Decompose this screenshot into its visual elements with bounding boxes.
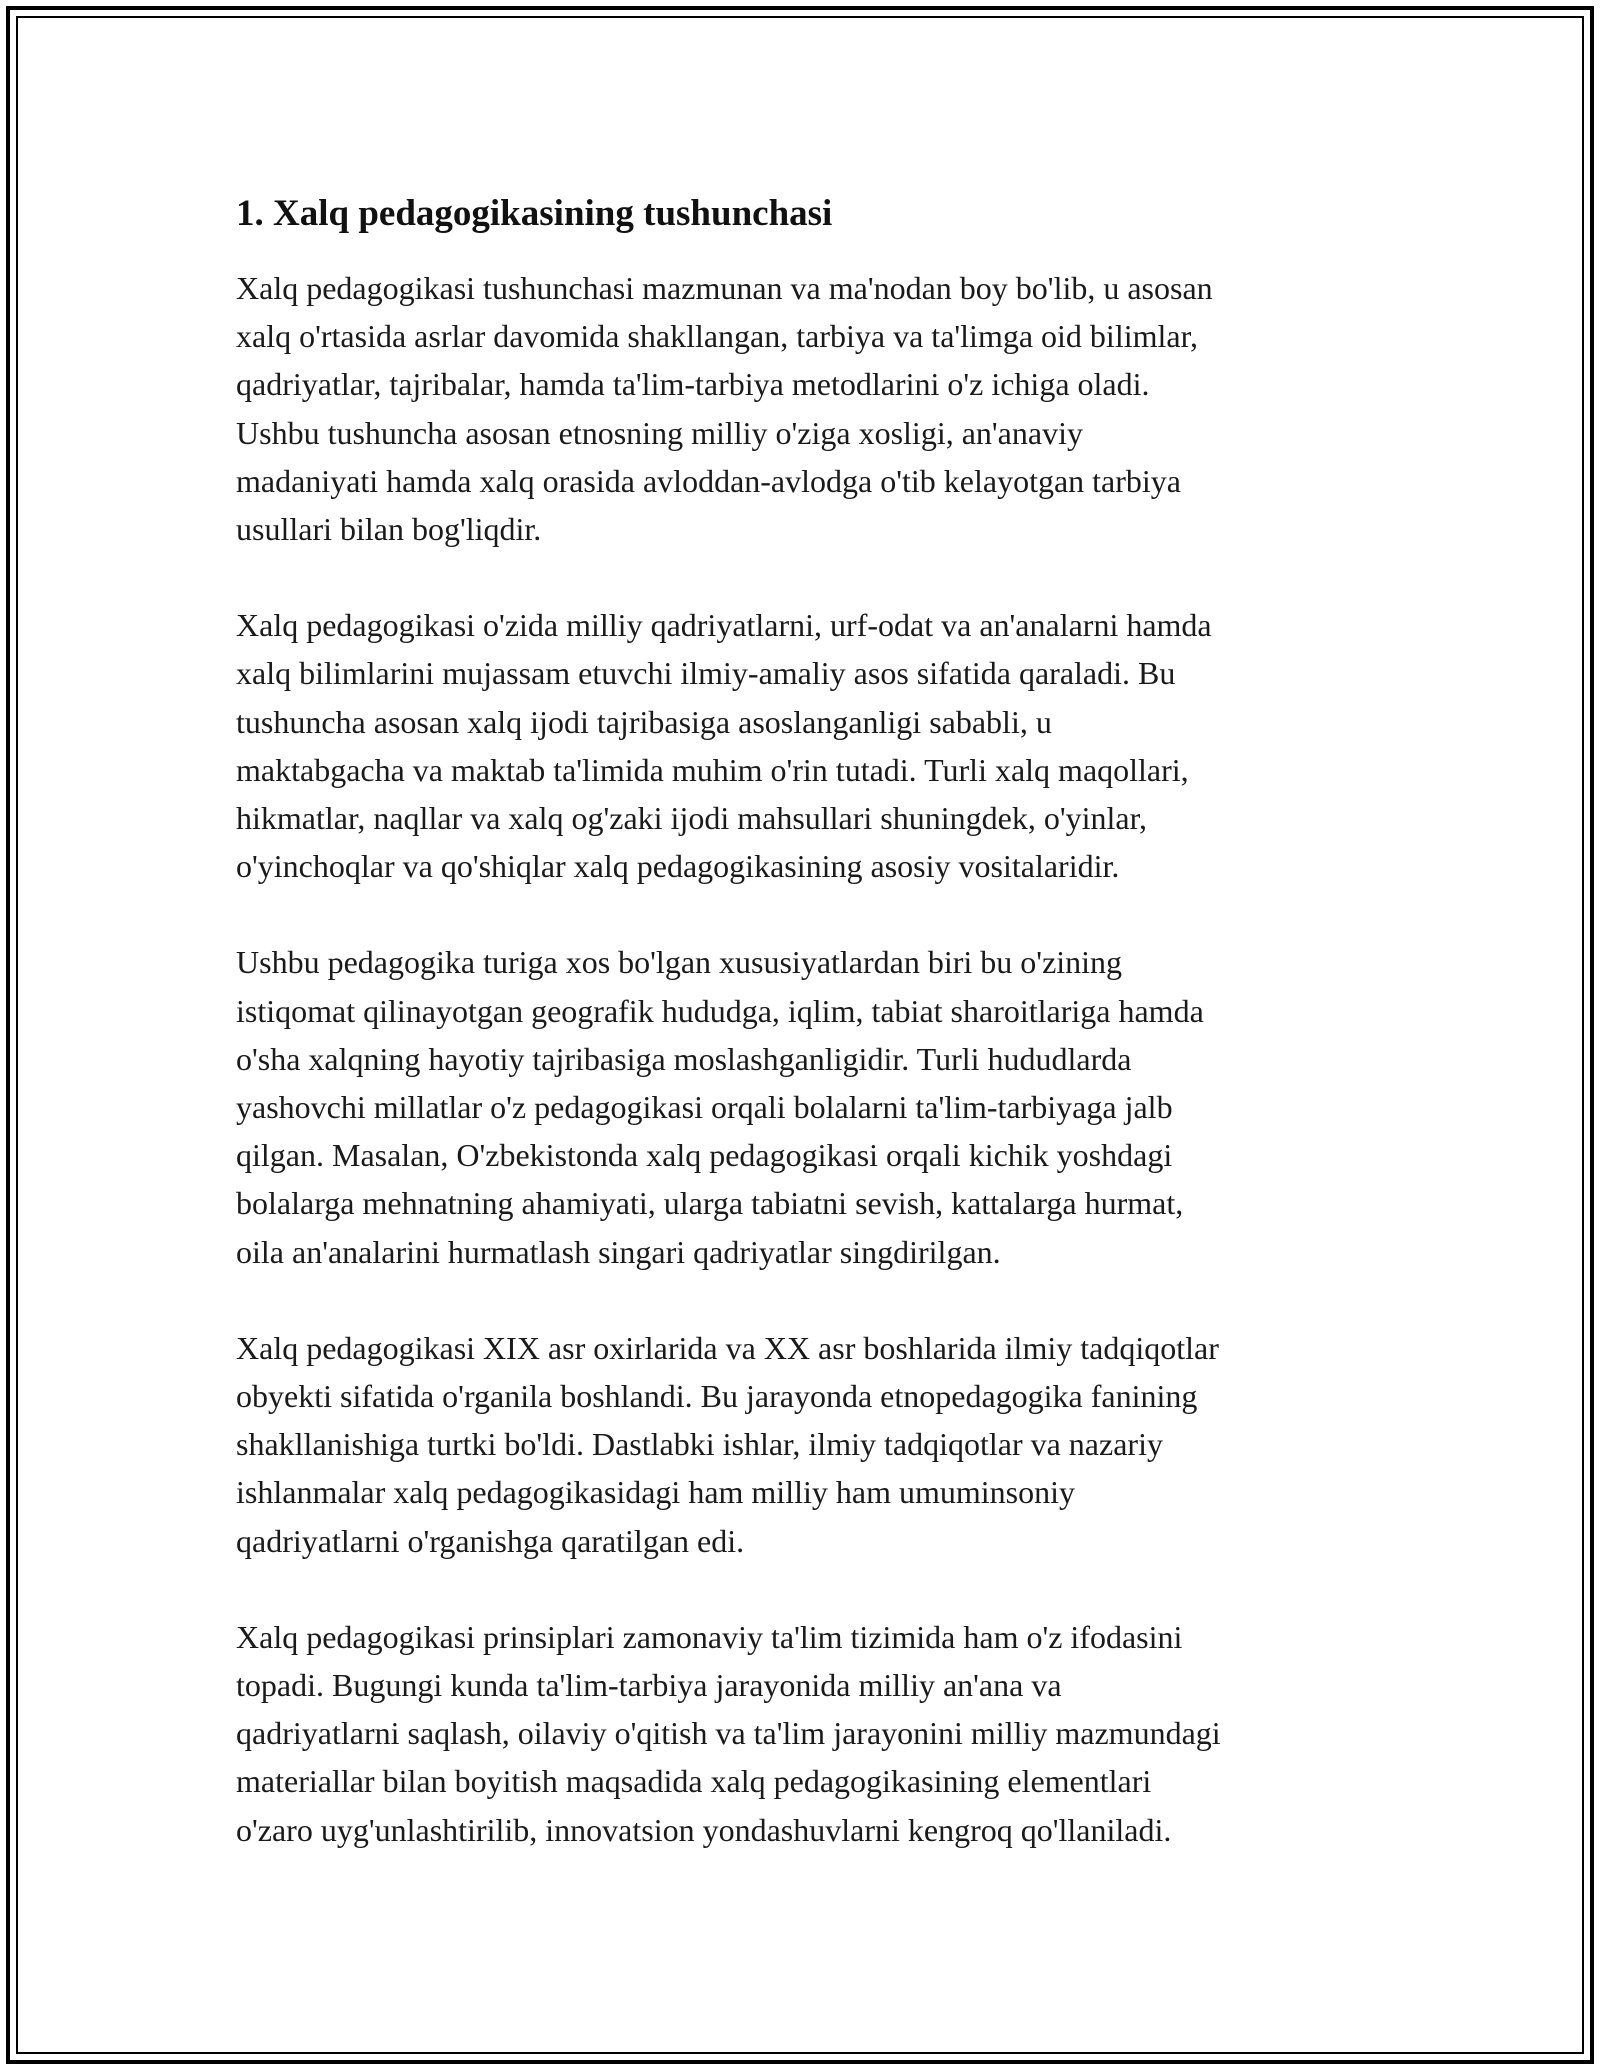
paragraph-line: xalq bilimlarini mujassam etuvchi ilmiy-amaliy asos sifatida qaraladi. Bu bbox=[236, 655, 1176, 692]
paragraph-line: istiqomat qilinayotgan geografik hududga, iqlim, tabiat sharoitlariga hamda bbox=[236, 992, 1204, 1029]
paragraph-line: Xalq pedagogikasi tushunchasi mazmunan va ma'nodan boy bo'lib, u asosan bbox=[236, 270, 1213, 306]
paragraph-line: maktabgacha va maktab ta'limida muhim o'rin tutadi. Turli xalq maqollari, bbox=[236, 751, 1189, 788]
paragraph-line: tushuncha asosan xalq ijodi tajribasiga asoslanganligi sababli, u bbox=[236, 703, 1052, 740]
paragraph-line: usullari bilan bog'liqdir. bbox=[236, 511, 542, 548]
document-body bbox=[236, 186, 1366, 1902]
paragraph-2 bbox=[236, 601, 1366, 890]
paragraph-line: Ushbu pedagogika turiga xos bo'lgan xususiyatlardan biri bu o'zining bbox=[236, 944, 1123, 981]
paragraph-line: bolalarga mehnatning ahamiyati, ularga tabiatni sevish, kattalarga hurmat, bbox=[236, 1185, 1184, 1222]
paragraph-line: oila an'analarini hurmatlash singari qadriyatlar singdirilgan. bbox=[236, 1233, 1001, 1270]
paragraph-line: o'yinchoqlar va qo'shiqlar xalq pedagogikasining asosiy vositalaridir. bbox=[236, 848, 1120, 885]
paragraph-line: yashovchi millatlar o'z pedagogikasi orqali bolalarni ta'lim-tarbiyaga jalb bbox=[236, 1089, 1173, 1126]
paragraph-1 bbox=[236, 264, 1366, 553]
paragraph-line: ishlanmalar xalq pedagogikasidagi ham milliy ham umuminsoniy bbox=[236, 1474, 1075, 1511]
paragraph-3 bbox=[236, 938, 1366, 1275]
paragraph-line: topadi. Bugungi kunda ta'lim-tarbiya jarayonida milliy an'ana va bbox=[236, 1667, 1062, 1704]
paragraph-4 bbox=[236, 1324, 1366, 1565]
paragraph-line: qadriyatlarni o'rganishga qaratilgan edi. bbox=[236, 1522, 745, 1559]
section-heading: 1. Xalq pedagogikasining tushunchasi bbox=[236, 193, 833, 234]
paragraph-line: o'sha xalqning hayotiy tajribasiga moslashganligidir. Turli hududlarda bbox=[236, 1040, 1132, 1077]
paragraph-line: madaniyati hamda xalq orasida avloddan-avlodga o'tib kelayotgan tarbiya bbox=[236, 462, 1181, 499]
paragraph-line: qadriyatlarni saqlash, oilaviy o'qitish va ta'lim jarayonini milliy mazmundagi bbox=[236, 1715, 1221, 1752]
paragraph-line: o'zaro uyg'unlashtirilib, innovatsion yondashuvlarni kengroq qo'llaniladi. bbox=[236, 1811, 1172, 1848]
paragraph-line: qilgan. Masalan, O'zbekistonda xalq pedagogikasi orqali kichik yoshdagi bbox=[236, 1137, 1173, 1174]
paragraph-line: qadriyatlar, tajribalar, hamda ta'lim-tarbiya metodlarini o'z ichiga oladi. bbox=[236, 366, 1150, 403]
paragraph-line: Xalq pedagogikasi o'zida milliy qadriyatlarni, urf-odat va an'analarni hamda bbox=[236, 607, 1212, 644]
paragraph-line: Ushbu tushuncha asosan etnosning milliy o'ziga xosligi, an'anaviy bbox=[236, 414, 1083, 451]
paragraph-line: materiallar bilan boyitish maqsadida xalq pedagogikasining elementlari bbox=[236, 1763, 1152, 1800]
paragraph-line: hikmatlar, naqllar va xalq og'zaki ijodi mahsullari shuningdek, o'yinlar, bbox=[236, 800, 1147, 837]
paragraph-5 bbox=[236, 1613, 1366, 1854]
paragraph-line: Xalq pedagogikasi prinsiplari zamonaviy ta'lim tizimida ham o'z ifodasini bbox=[236, 1618, 1183, 1655]
paragraph-line: Xalq pedagogikasi XIX asr oxirlarida va XX asr boshlarida ilmiy tadqiqotlar bbox=[236, 1329, 1219, 1366]
paragraph-line: xalq o'rtasida asrlar davomida shakllangan, tarbiya va ta'limga oid bilimlar, bbox=[236, 318, 1198, 355]
paragraph-line: obyekti sifatida o'rganila boshlandi. Bu jarayonda etnopedagogika fanining bbox=[236, 1378, 1198, 1415]
paragraph-line: shakllanishiga turtki bo'ldi. Dastlabki ishlar, ilmiy tadqiqotlar va nazariy bbox=[236, 1426, 1163, 1463]
